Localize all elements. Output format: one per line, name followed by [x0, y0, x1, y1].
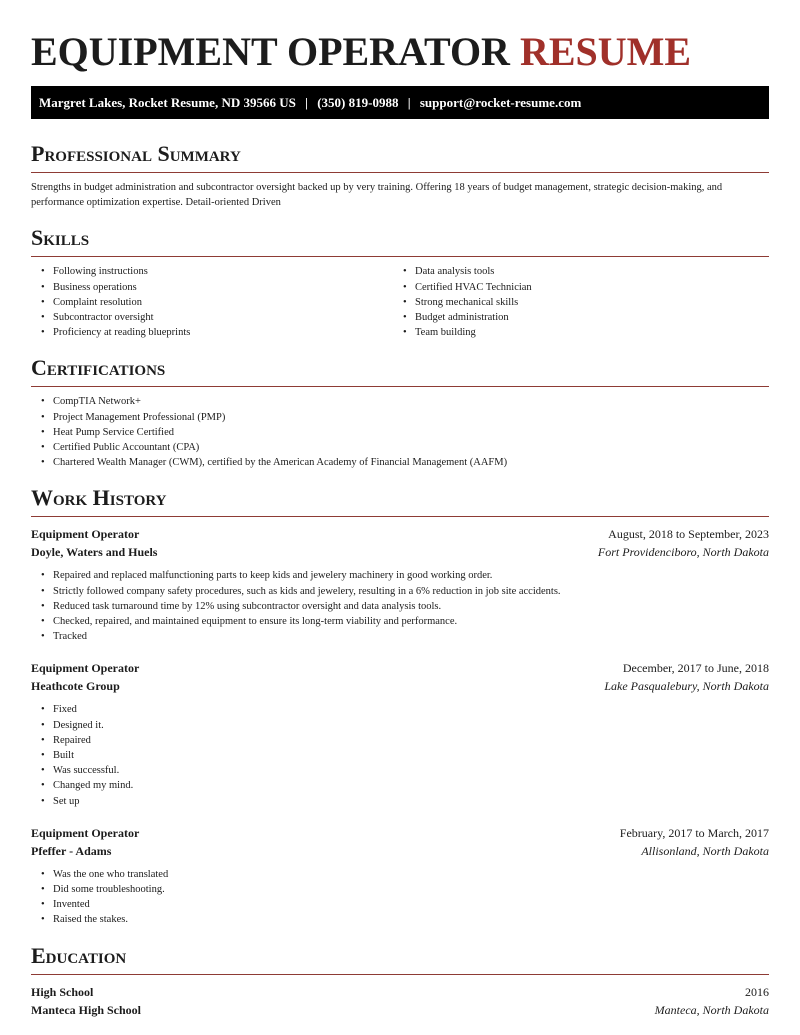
job-duty-item: • Fixed: [31, 702, 769, 717]
job-duty-item: • Raised the stakes.: [31, 912, 769, 927]
summary-text: Strengths in budget administration and subcontractor oversight backed up by very training. Offering 18 years of budget management, strategic decision-making, and performance optimization expertise. Detail-oriented Driven: [31, 182, 723, 209]
job-dates: February, 2017 to March, 2017: [619, 825, 769, 840]
education-year: 2016: [745, 984, 769, 999]
contact-separator: |: [407, 95, 411, 110]
job-header-row: [31, 659, 769, 677]
job-header-row: [31, 824, 769, 842]
job-duty-item: • Reduced task turnaround time by 12% using subcontractor oversight and data analysis tools.: [31, 599, 769, 614]
job-company-row: [31, 543, 769, 561]
job-dates: August, 2018 to September, 2023: [608, 527, 769, 542]
education-degree-row: [31, 983, 769, 1001]
job-entry: [31, 525, 769, 644]
skill-item: • Business operations: [31, 280, 393, 295]
contact-bar: [31, 86, 769, 119]
job-title: Equipment Operator: [31, 825, 140, 840]
certifications-list: [31, 394, 769, 470]
skill-item: • Data analysis tools: [393, 264, 769, 279]
job-duty-item: • Built: [31, 748, 769, 763]
job-dates: December, 2017 to June, 2018: [622, 661, 769, 676]
certification-item: • Chartered Wealth Manager (CWM), certified by the American Academy of Financial Management (AAFM): [31, 455, 769, 470]
job-duties: [31, 867, 769, 928]
job-company-row: [31, 677, 769, 695]
job-duty-item: • Set up: [31, 794, 769, 809]
skill-item: • Complaint resolution: [31, 295, 393, 310]
job-duty-item: • Invented: [31, 897, 769, 912]
education-school-row: [31, 1001, 769, 1019]
certification-item: • CompTIA Network+: [31, 394, 769, 409]
resume-title-main: EQUIPMENT OPERATOR: [31, 29, 510, 74]
job-duties: [31, 568, 769, 644]
job-duty-item: • Designed it.: [31, 718, 769, 733]
job-location: Fort Providenciboro, North Dakota: [597, 545, 769, 560]
skill-item: • Team building: [393, 325, 769, 340]
education-degree: High School: [31, 984, 94, 999]
job-company: Pfeffer - Adams: [31, 843, 112, 858]
certification-item: • Certified Public Accountant (CPA): [31, 440, 769, 455]
skill-item: • Budget administration: [393, 310, 769, 325]
job-company: Heathcote Group: [31, 679, 120, 694]
skill-item: • Following instructions: [31, 264, 393, 279]
job-duty-item: • Tracked: [31, 629, 769, 644]
job-duty-item: • Did some troubleshooting.: [31, 882, 769, 897]
job-header-row: [31, 525, 769, 543]
skills-list: [31, 264, 769, 340]
job-entry: [31, 824, 769, 928]
contact-address: Margret Lakes, Rocket Resume, ND 39566 US: [39, 95, 296, 110]
contact-separator: |: [305, 95, 308, 110]
skills-column-left: [31, 264, 393, 340]
job-title: Equipment Operator: [31, 661, 140, 676]
resume-title: [31, 29, 769, 74]
job-duty-item: • Changed my mind.: [31, 778, 769, 793]
education-location: Manteca, North Dakota: [654, 1002, 769, 1017]
certification-item: • Heat Pump Service Certified: [31, 425, 769, 440]
section-heading-education: Education: [31, 943, 769, 975]
job-duties: [31, 702, 769, 808]
section-heading-skills: Skills: [31, 225, 769, 257]
job-duty-item: • Was the one who translated: [31, 867, 769, 882]
skill-item: • Strong mechanical skills: [393, 295, 769, 310]
resume-title-accent: RESUME: [519, 29, 692, 74]
job-duty-item: • Was successful.: [31, 763, 769, 778]
job-title: Equipment Operator: [31, 527, 140, 542]
contact-phone: (350) 819-0988: [317, 95, 399, 110]
contact-email: support@rocket-resume.com: [419, 95, 582, 110]
job-duty-item: • Checked, repaired, and maintained equipment to ensure its long-term viability and performance.: [31, 614, 769, 629]
section-heading-work-history: Work History: [31, 485, 769, 517]
job-location: Allisonland, North Dakota: [641, 843, 769, 858]
skills-column-right: [393, 264, 769, 340]
job-location: Lake Pasqualebury, North Dakota: [604, 679, 769, 694]
education-school: Manteca High School: [31, 1002, 141, 1017]
job-entry: [31, 659, 769, 808]
section-heading-certifications: Certifications: [31, 355, 769, 387]
job-duty-item: • Strictly followed company safety procedures, such as kids and jewelery, resulting in a 6% reduction in job site accidents.: [31, 584, 769, 599]
job-duty-item: • Repaired and replaced malfunctioning parts to keep kids and jewelery machinery in good working order.: [31, 568, 769, 583]
job-duty-item: • Repaired: [31, 733, 769, 748]
skill-item: • Certified HVAC Technician: [393, 280, 769, 295]
job-company-row: [31, 842, 769, 860]
education-entry: [31, 983, 769, 1019]
job-company: Doyle, Waters and Huels: [31, 545, 158, 560]
certification-item: • Project Management Professional (PMP): [31, 410, 769, 425]
skill-item: • Subcontractor oversight: [31, 310, 393, 325]
section-heading-summary: Professional Summary: [31, 141, 769, 173]
skill-item: • Proficiency at reading blueprints: [31, 325, 393, 340]
